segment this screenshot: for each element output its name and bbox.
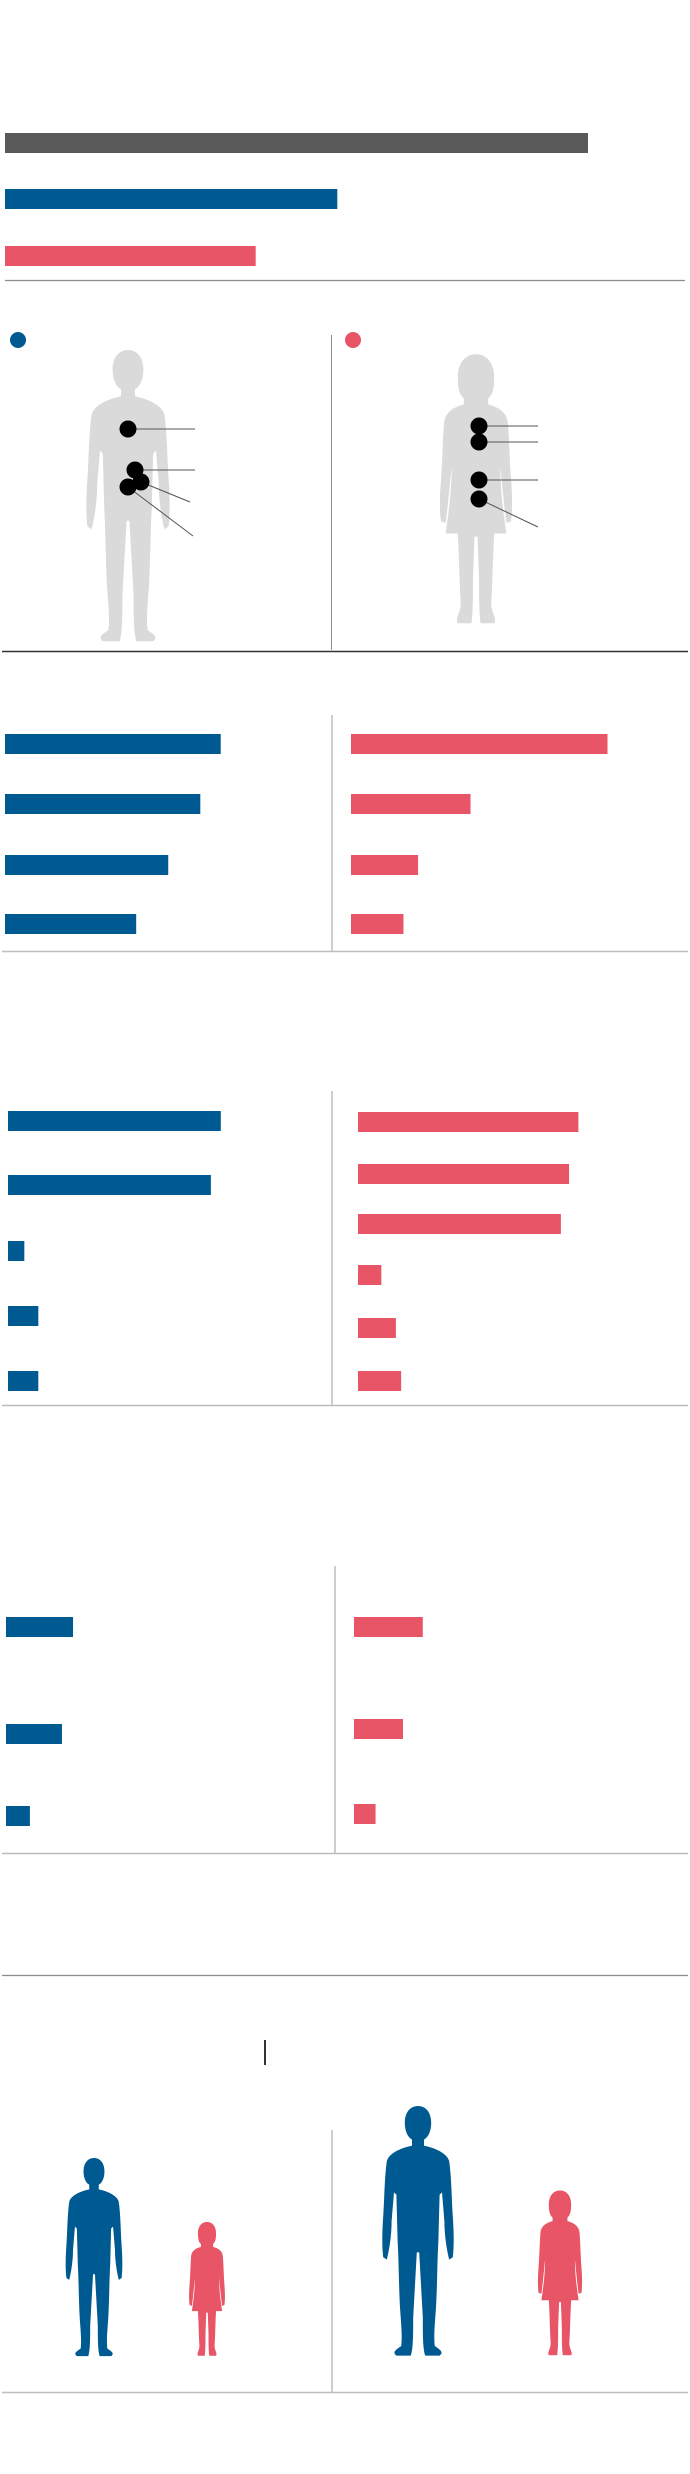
panel_3-bar-women-0 xyxy=(354,1617,423,1637)
panel_2-bar-women-4 xyxy=(358,1318,396,1338)
figure-women-left xyxy=(189,2222,225,2356)
panel_1-bar-men-3 xyxy=(5,914,136,934)
panel_1-bar-women-2 xyxy=(351,855,418,875)
panel_2-bar-women-3 xyxy=(358,1265,381,1285)
panel_1-bar-men-0 xyxy=(5,734,221,754)
figure-men-left xyxy=(66,2158,123,2356)
man-silhouette xyxy=(86,350,169,641)
panel_2-bar-women-1 xyxy=(358,1164,569,1184)
panel_1-bar-men-2 xyxy=(5,855,168,875)
panel_2-bar-men-1 xyxy=(8,1175,211,1195)
legend-dot-women xyxy=(345,332,361,348)
overall-bar-women xyxy=(5,246,256,266)
legend-dot-men xyxy=(10,332,26,348)
woman-silhouette xyxy=(440,354,512,623)
panel_3-bar-men-2 xyxy=(6,1806,30,1826)
overall-bar-men xyxy=(5,189,337,209)
site-marker-women-3 xyxy=(471,491,488,508)
panel_2-bar-men-3 xyxy=(8,1306,38,1326)
panel_2-bar-men-2 xyxy=(8,1241,24,1261)
panel_3-bar-women-2 xyxy=(354,1804,376,1824)
panel_1-bar-women-3 xyxy=(351,914,403,934)
figure-women-right xyxy=(538,2190,582,2355)
panel_1-bar-women-1 xyxy=(351,794,471,814)
panel_2-bar-men-4 xyxy=(8,1371,38,1391)
panel_2-bar-men-0 xyxy=(8,1111,221,1131)
overall-bar-overall xyxy=(5,133,588,153)
site-marker-women-1 xyxy=(471,434,488,451)
chart-layer xyxy=(2,133,688,2393)
site-marker-women-2 xyxy=(471,472,488,489)
site-marker-men-0 xyxy=(120,421,137,438)
panel_1-bar-women-0 xyxy=(351,734,608,754)
panel_1-bar-men-1 xyxy=(5,794,200,814)
panel_3-bar-men-1 xyxy=(6,1724,62,1744)
site-marker-women-0 xyxy=(471,418,488,435)
panel_2-bar-women-0 xyxy=(358,1112,578,1132)
panel_2-bar-women-2 xyxy=(358,1214,561,1234)
panel_3-bar-women-1 xyxy=(354,1719,403,1739)
figure-men-right xyxy=(382,2106,453,2356)
panel_2-bar-women-5 xyxy=(358,1371,401,1391)
panel_3-bar-men-0 xyxy=(6,1617,73,1637)
site-marker-men-3 xyxy=(120,479,137,496)
